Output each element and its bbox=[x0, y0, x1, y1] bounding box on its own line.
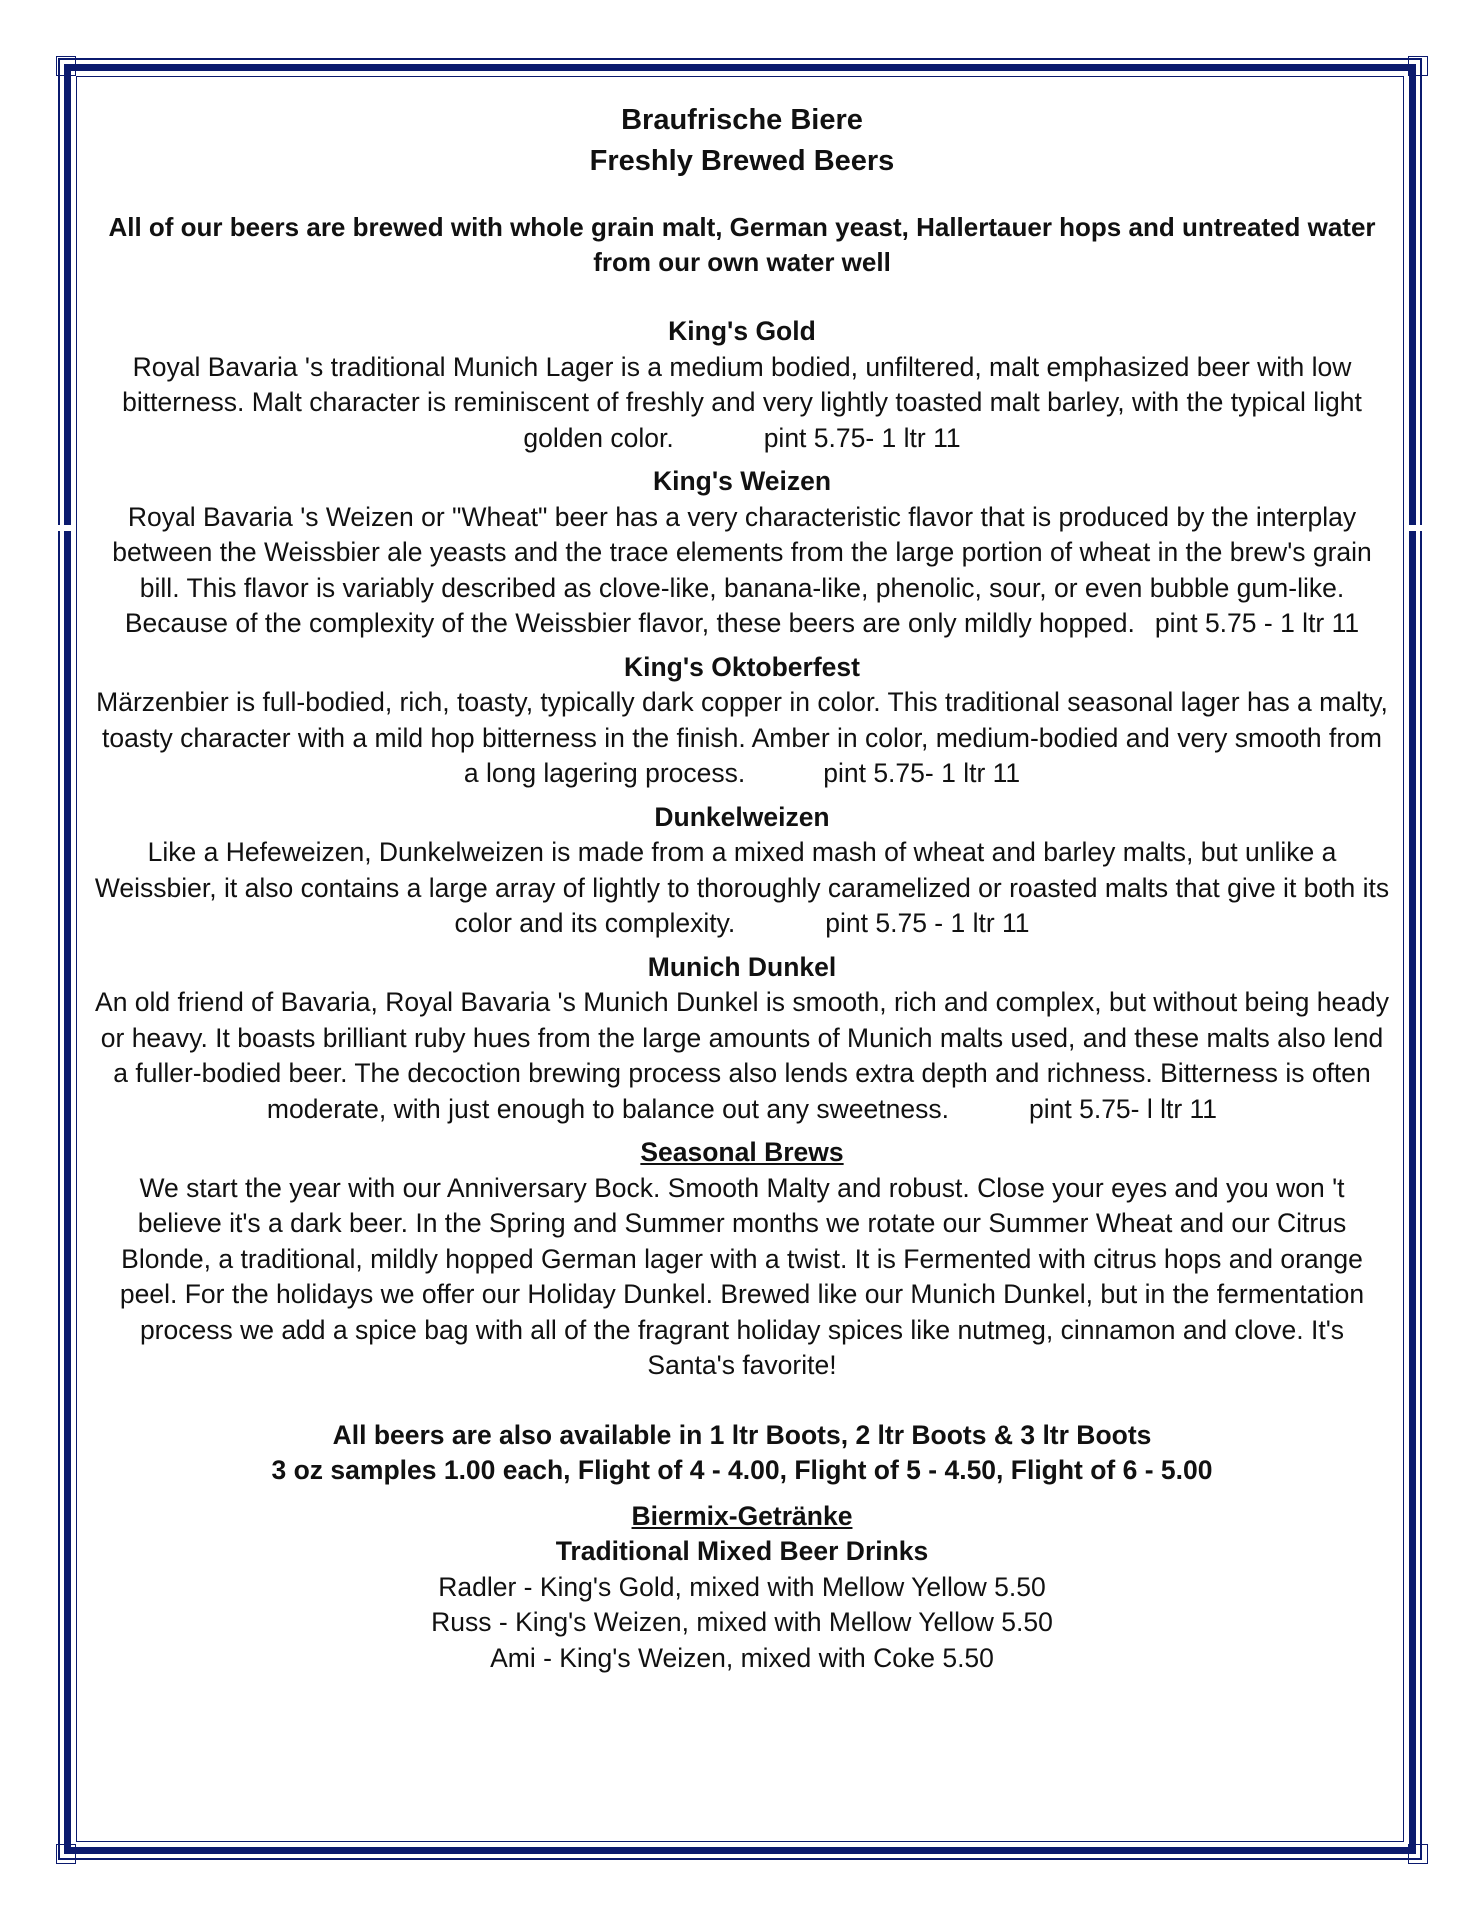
seasonal-heading: Seasonal Brews bbox=[640, 1137, 844, 1167]
beer-description: An old friend of Bavaria, Royal Bavaria 's Munich Dunkel is smooth, rich and complex, but without being heady or heavy. It boasts brilliant ruby hues from the large amounts of Munich malts used, and these malts also lend a fuller-bodied beer. The decoction brewing process also lends extra depth and richness. Bitterness is often moderate, with just enough to balance out any sweetness. pint 5.75- l ltr 11 bbox=[95, 987, 1389, 1124]
beer-price: pint 5.75- 1 ltr 11 bbox=[823, 758, 1021, 788]
mixed-heading-english: Traditional Mixed Beer Drinks bbox=[555, 1536, 929, 1566]
corner-ornament-top-left bbox=[56, 56, 76, 76]
beer-name: King's Oktoberfest bbox=[623, 651, 860, 682]
mixed-heading-german: Biermix-Getränke bbox=[631, 1500, 853, 1531]
beer-name: King's Weizen bbox=[652, 466, 832, 496]
beer-description: Royal Bavaria 's traditional Munich Lager is a medium bodied, unfiltered, malt emphasized beer with low bitterness. Malt character is reminiscent of freshly and very lightly toasted malt barley, with the typical light golden color. pint 5.75- 1 ltr 11 bbox=[122, 351, 1362, 453]
beer-name: King's Gold bbox=[668, 316, 816, 346]
beer-name: Dunkelweizen bbox=[654, 801, 830, 832]
beer-price: pint 5.75- 1 ltr 11 bbox=[763, 422, 961, 453]
beer-description: Märzenbier is full-bodied, rich, toasty, typically dark copper in color. This traditional seasonal lager has a malty, toasty character with a mild hop bitterness in the finish. Amber in color, medium-bodied and very smooth from a long lagering process. pint 5.75- 1 ltr 11 bbox=[96, 687, 1388, 788]
corner-ornament-bottom-right bbox=[1408, 1844, 1428, 1864]
seasonal-text: We start the year with our Anniversary Bock. Smooth Malty and robust. Close your eyes and you won 't believe it's a dark beer. In the Spring and Summer months we rotate our Summer Wheat and our Citrus Blonde, a traditional, mildly hopped German lager with a twist. It is Fermented with citrus hops and orange peel. For the holidays we offer our Holiday Dunkel. Brewed like our Munich Dunkel, but in the fermentation process we add a spice bag with all of the fragrant holiday spices like nutmeg, cinnamon and clove. It's Santa's favorite! bbox=[119, 1172, 1365, 1380]
beer-price: pint 5.75 - 1 ltr 11 bbox=[825, 908, 1030, 938]
boots-note: All beers are also available in 1 ltr Boots, 2 ltr Boots & 3 ltr Boots bbox=[332, 1419, 1152, 1450]
beer-item-kings-oktoberfest bbox=[94, 650, 1390, 792]
mixed-drinks-section bbox=[94, 1499, 1390, 1677]
page-title-english: Freshly Brewed Beers bbox=[589, 145, 895, 177]
beer-description: Royal Bavaria 's Weizen or "Wheat" beer has a very characteristic flavor that is produced by the interplay between the Weissbier ale yeasts and the trace elements from the large portion of wheat in the brew's grain bill. This flavor is variably described as clove-like, banana-like, phenolic, sour, or even bubble gum-like. Because of the complexity of the Weissbier flavor, these beers are only mildly hopped. pint 5.75 - 1 ltr 11 bbox=[112, 501, 1372, 638]
mixed-item: Ami - King's Weizen, mixed with Coke 5.50 bbox=[490, 1642, 994, 1673]
beer-description: Like a Hefeweizen, Dunkelweizen is made from a mixed mash of wheat and barley malts, but unlike a Weissbier, it also contains a large array of lightly to thoroughly caramelized or roasted malts that give it both its color and its complexity. pint 5.75 - 1 ltr 11 bbox=[94, 837, 1390, 938]
corner-ornament-bottom-left bbox=[56, 1844, 76, 1864]
beer-price: pint 5.75 - 1 ltr 11 bbox=[1154, 608, 1360, 638]
border-gap-left bbox=[58, 525, 72, 531]
corner-ornament-top-right bbox=[1408, 56, 1428, 76]
samples-note: 3 oz samples 1.00 each, Flight of 4 - 4.00, Flight of 5 - 4.50, Flight of 6 - 5.00 bbox=[271, 1455, 1213, 1485]
beer-item-dunkelweizen bbox=[94, 800, 1390, 942]
mixed-item: Radler - King's Gold, mixed with Mellow Yellow 5.50 bbox=[438, 1571, 1046, 1602]
beer-item-munich-dunkel bbox=[94, 950, 1390, 1128]
intro-text: All of our beers are brewed with whole grain malt, German yeast, Hallertauer hops and untreated water from our own water well bbox=[108, 212, 1376, 277]
menu-content bbox=[94, 100, 1390, 1676]
beer-price: pint 5.75- l ltr 11 bbox=[1029, 1093, 1218, 1124]
beer-item-kings-weizen bbox=[94, 464, 1390, 642]
beer-item-kings-gold bbox=[94, 314, 1390, 456]
border-gap-right bbox=[1408, 525, 1422, 531]
seasonal-section bbox=[94, 1135, 1390, 1384]
page-title-german: Braufrische Biere bbox=[621, 104, 863, 136]
beer-name: Munich Dunkel bbox=[647, 951, 837, 982]
mixed-item: Russ - King's Weizen, mixed with Mellow Yellow 5.50 bbox=[431, 1607, 1053, 1637]
